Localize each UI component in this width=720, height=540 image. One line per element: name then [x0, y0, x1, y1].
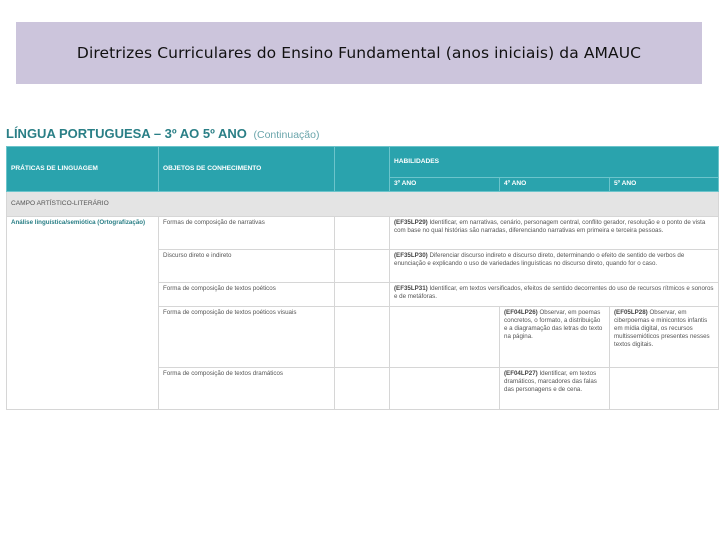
skill-cell-year5 [610, 307, 719, 368]
empty-cell [335, 368, 390, 410]
skill-cell [390, 217, 719, 250]
curriculum-table [6, 146, 719, 410]
skill-code: (EF05LP28) [614, 309, 648, 316]
header-objects: OBJETOS DE CONHECIMENTO [159, 147, 335, 192]
skill-text: Identificar, em narrativas, cenário, personagem central, conflito gerador, resolução e o ponto de vista com base no qual histórias são narradas, diferenciando narrativas em primeira e terceira pessoas. [394, 219, 706, 235]
object-cell: Discurso direto e indireto [159, 250, 335, 283]
skill-code: (EF04LP26) [504, 309, 538, 316]
object-cell: Forma de composição de textos poéticos visuais [159, 307, 335, 368]
skill-cell-year4 [500, 307, 610, 368]
skill-code: (EF35LP30) [394, 252, 428, 259]
object-cell: Forma de composição de textos dramáticos [159, 368, 335, 410]
skill-text: Observar, em poemas concretos, o formato, a distribuição e a diagramação das letras do texto na página. [504, 309, 603, 341]
object-cell: Forma de composição de textos poéticos [159, 283, 335, 307]
object-cell: Formas de composição de narrativas [159, 217, 335, 250]
table-row [7, 217, 719, 250]
section-heading [6, 124, 718, 144]
empty-cell [335, 283, 390, 307]
field-label: CAMPO ARTÍSTICO-LITERÁRIO [7, 192, 719, 217]
header-skills: HABILIDADES [390, 147, 719, 178]
header-year-5: 5º ANO [610, 178, 719, 192]
header-spacer [335, 147, 390, 192]
skill-code: (EF35LP31) [394, 285, 428, 292]
section-subtitle: (Continuação) [253, 129, 320, 141]
header-year-4: 4º ANO [500, 178, 610, 192]
slide-title: Diretrizes Curriculares do Ensino Fundamental (anos iniciais) da AMAUC [76, 44, 642, 62]
skill-text: Diferenciar discurso indireto e discurso direto, determinando o efeito de sentido de verbos de enunciação e explicando o uso de variedades linguísticas no discurso direto, quando for o caso. [394, 252, 685, 268]
empty-cell [335, 217, 390, 250]
curriculum-document [6, 124, 718, 410]
skill-code: (EF04LP27) [504, 370, 538, 377]
empty-cell [610, 368, 719, 410]
skill-cell [390, 283, 719, 307]
skill-code: (EF35LP29) [394, 219, 428, 226]
skill-text: Identificar, em textos versificados, efeitos de sentido decorrentes do uso de recursos rítmicos e sonoros e de metáforas. [394, 285, 714, 301]
empty-cell [390, 368, 500, 410]
section-title: LÍNGUA PORTUGUESA – 3º AO 5º ANO [6, 126, 247, 141]
header-practices: PRÁTICAS DE LINGUAGEM [7, 147, 159, 192]
header-year-3: 3º ANO [390, 178, 500, 192]
practice-label: Análise linguística/semiótica (Ortografização) [7, 217, 159, 410]
empty-cell [335, 307, 390, 368]
skill-cell-year4 [500, 368, 610, 410]
table-header-row [7, 147, 719, 178]
empty-cell [335, 250, 390, 283]
skill-cell [390, 250, 719, 283]
empty-cell [390, 307, 500, 368]
slide-title-banner [16, 22, 702, 84]
skill-text: Identificar, em textos dramáticos, marcadores das falas das personagens e de cena. [504, 370, 597, 394]
field-row [7, 192, 719, 217]
skill-text: Observar, em ciberpoemas e minicontos infantis em mídia digital, os recursos multissemióticos presentes nesses textos digitais. [614, 309, 710, 349]
